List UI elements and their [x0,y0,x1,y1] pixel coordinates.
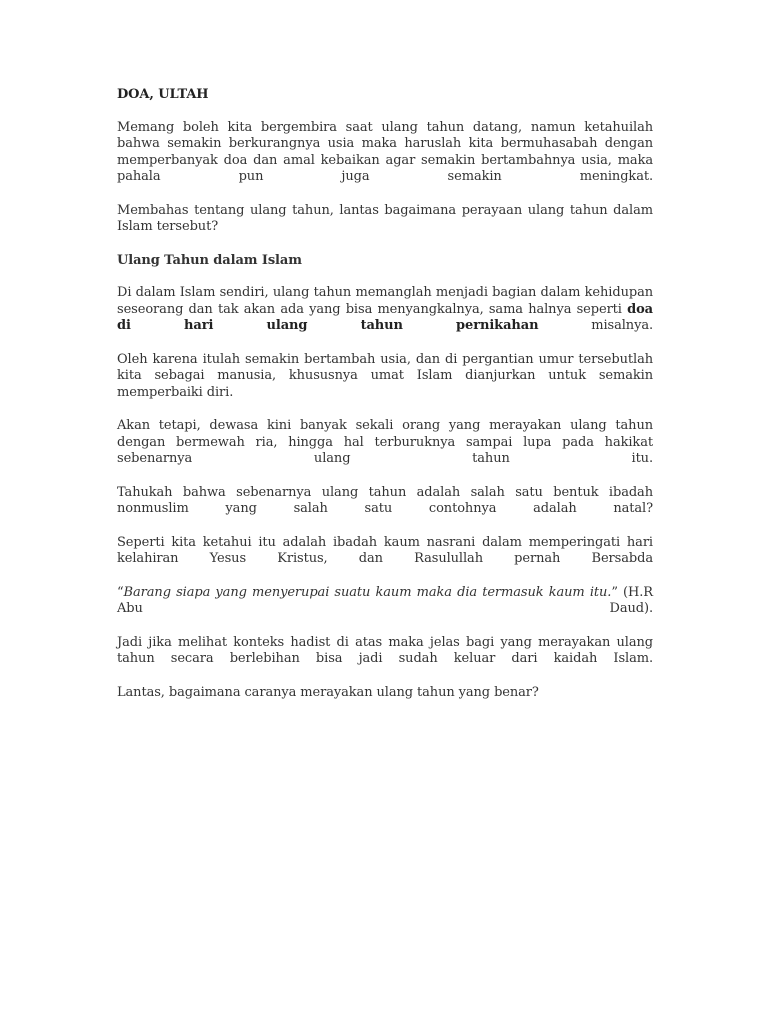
hadith-quote: Barang siapa yang menyerupai suatu kaum maka dia termasuk kaum itu. [123,584,612,600]
document-title: DOA, ULTAH [117,87,209,102]
paragraph-islam-text: Di dalam Islam sendiri, ulang tahun memanglah menjadi bagian dalam kehidupan seseorang dan tak akan ada yang bisa menyangkalnya, sama halnya seperti [117,285,653,317]
quote-open: “ [117,584,124,600]
paragraph-conclusion: Jadi jika melihat konteks hadist di atas maka jelas bagi yang merayakan ulang tahun secara berlebihan bisa jadi sudah keluar dari kaidah Islam. [117,634,653,666]
paragraph-islam [117,285,653,335]
paragraph-intro: Memang boleh kita bergembira saat ulang tahun datang, namun ketahuilah bahwa semakin berkurangnya usia maka haruslah kita bermuhasabah dengan memperbanyak doa dan amal kebaikan agar semakin bertambahnya usia, maka pahala pun juga semakin meningkat. [117,119,653,184]
section-heading: Ulang Tahun dalam Islam [117,252,302,268]
hadith-source: ” (H.R Abu Daud). [117,584,653,616]
paragraph-hadith [117,585,653,618]
document-page [117,87,653,718]
paragraph-islam-end: misalnya. [538,318,653,333]
paragraph-question: Membahas tentang ulang tahun, lantas bagaimana perayaan ulang tahun dalam Islam tersebut? [117,202,653,234]
paragraph-lavish: Akan tetapi, dewasa kini banyak sekali orang yang merayakan ulang tahun dengan bermewah ria, hingga hal terburuknya sampai lupa pada hakikat sebenarnya ulang tahun itu. [117,418,653,466]
paragraph-closing-question: Lantas, bagaimana caranya merayakan ulang tahun yang benar? [117,684,539,700]
paragraph-nasrani: Seperti kita ketahui itu adalah ibadah kaum nasrani dalam memperingati hari kelahiran Yesus Kristus, dan Rasulullah pernah Bersabda [117,534,653,566]
paragraph-nonmuslim: Tahukah bahwa sebenarnya ulang tahun adalah salah satu bentuk ibadah nonmuslim yang salah satu contohnya adalah natal? [117,484,653,516]
bold-link-text: doa di hari ulang tahun pernikahan [117,301,653,333]
paragraph-self-improve: Oleh karena itulah semakin bertambah usia, dan di pergantian umur tersebutlah kita sebagai manusia, khususnya umat Islam dianjurkan untuk semakin memperbaiki diri. [117,351,653,400]
